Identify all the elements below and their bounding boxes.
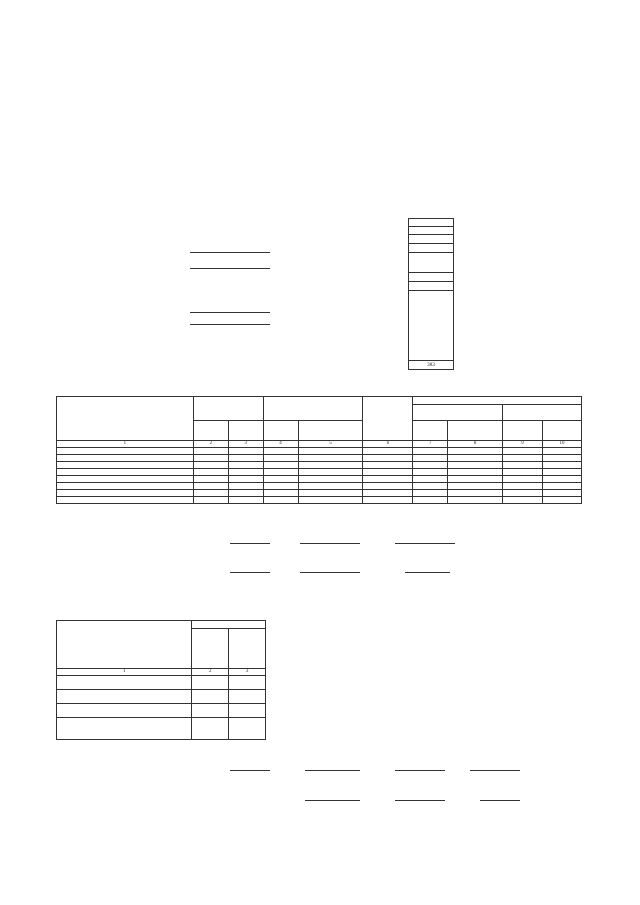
table-row: 1 2 3 4 5 6 7 8 9 10: [57, 441, 582, 448]
col-sum: [192, 621, 266, 629]
table-row: [57, 676, 266, 690]
table-row: [57, 490, 582, 497]
results-table: [56, 396, 582, 504]
col-fact-start: [413, 421, 448, 441]
col-result: [57, 397, 194, 441]
usage-table: [56, 620, 266, 740]
col-plan-year: [298, 421, 363, 441]
table-row-total: [57, 497, 582, 504]
table-row: [57, 448, 582, 455]
col-fact-date: [413, 405, 503, 421]
table-row: [57, 455, 582, 462]
col-plan-date: [263, 421, 298, 441]
col-unit: [193, 397, 263, 421]
table-row: [57, 704, 266, 718]
codes-box: [408, 218, 454, 370]
incl-label: [57, 483, 194, 490]
table-row: [57, 718, 266, 740]
col-year: [229, 629, 266, 669]
col-fact-year: [448, 421, 503, 441]
incl-label: [57, 455, 194, 462]
col-name: [57, 621, 192, 669]
table-row: [57, 483, 582, 490]
col-unit-name: [193, 421, 228, 441]
col-fact: [413, 397, 582, 405]
col-unit-code: [228, 421, 263, 441]
table-row: 1 2 3: [57, 669, 266, 676]
total-label: [57, 497, 194, 504]
col-since: [192, 629, 229, 669]
table-row: [57, 469, 582, 476]
col-deviation: [503, 405, 582, 421]
col-plan: [263, 397, 363, 421]
col-dev-abs: [503, 421, 543, 441]
table-row: [57, 476, 582, 483]
col-dev-pct: [542, 421, 581, 441]
okei-code: 383: [427, 362, 435, 368]
col-size: [363, 397, 413, 441]
table-row: [57, 690, 266, 704]
table-row: [57, 462, 582, 469]
